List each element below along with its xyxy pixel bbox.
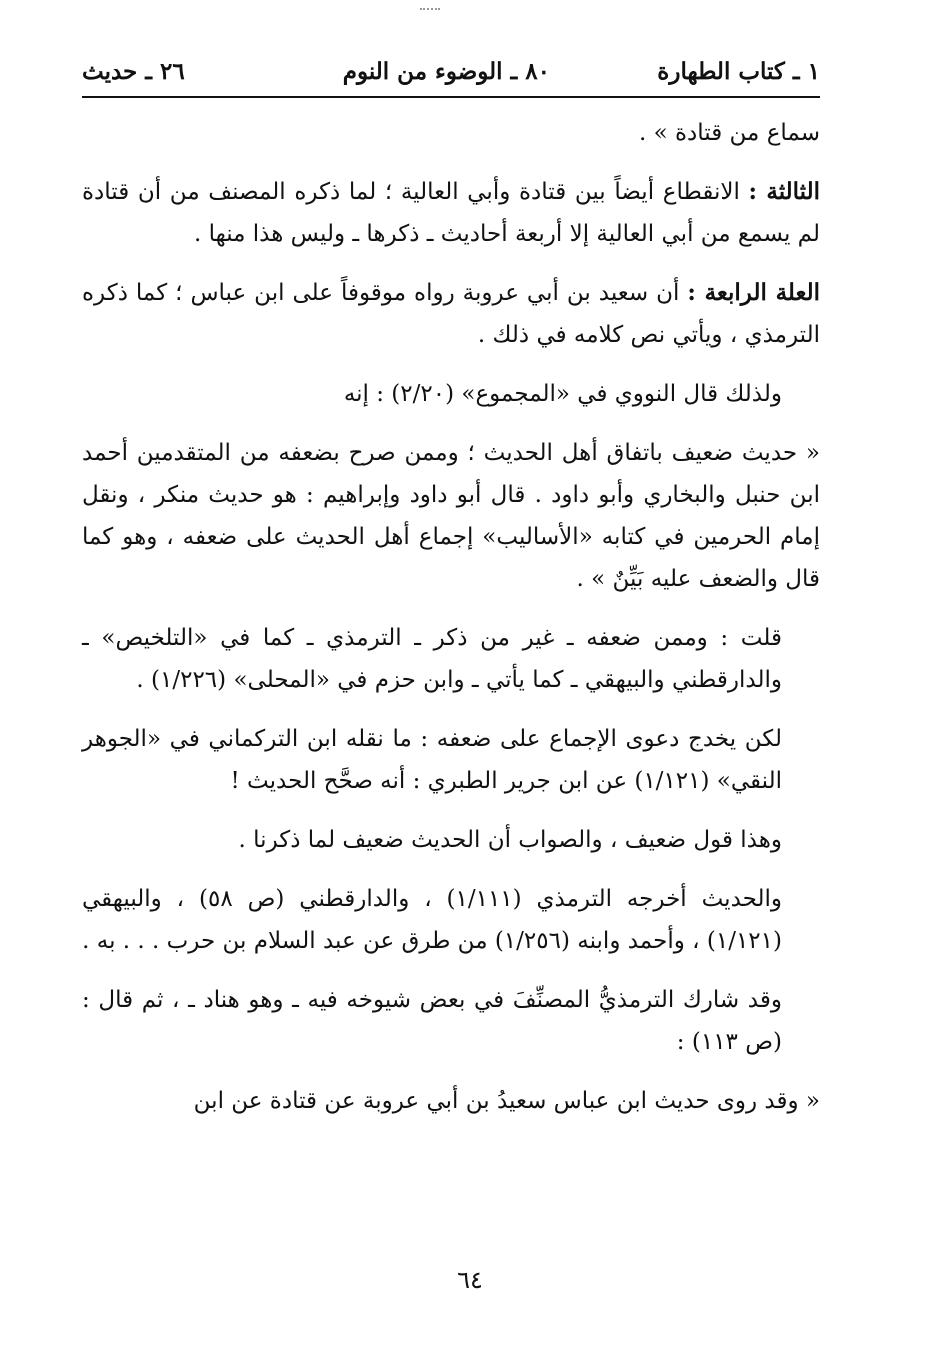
paragraph-3: العلة الرابعة : أن سعيد بن أبي عروبة رواه موقوفاً على ابن عباس ؛ كما ذكره الترمذي ، ويأتي نص كلامه في ذلك . [82, 279, 821, 348]
paragraph-10: وقد شارك الترمذيُّ المصنِّفَ في بعض شيوخه فيه ـ وهو هناد ـ ، ثم قال : (ص ١١٣) : [82, 987, 782, 1055]
paragraph-1: سماع من قتادة » . [639, 120, 820, 146]
paragraph-8: وهذا قول ضعيف ، والصواب أن الحديث ضعيف لما ذكرنا . [238, 827, 782, 853]
header-chapter-title: ٨٠ ـ الوضوء من النوم [342, 58, 550, 85]
page-number: ٦٤ [457, 1266, 483, 1294]
paragraph-label: العلة الرابعة : [687, 279, 821, 306]
paragraph-label: الثالثة : [748, 178, 821, 205]
paragraph-7: لكن يخدج دعوى الإجماع على ضعفه : ما نقله ابن التركماني في «الجوهر النقي» (١/١٢١) عن ابن جرير الطبري : أنه صحَّح الحديث ! [82, 726, 782, 794]
paragraph-11-quote: « وقد روى حديث ابن عباس سعيدُ بن أبي عروبة عن قتادة عن ابن [193, 1088, 820, 1114]
paragraph-2: الثالثة : الانقطاع أيضاً بين قتادة وأبي العالية ؛ لما ذكره المصنف من أن قتادة لم يسمع من أبي العالية إلا أربعة أحاديث ـ ذكرها ـ وليس هذا منها . [82, 178, 821, 247]
header-book-title: ١ ـ كتاب الطهارة [657, 58, 820, 85]
running-header [82, 58, 820, 98]
scan-mark [420, 8, 440, 16]
paragraph-4: ولذلك قال النووي في «المجموع» (٢/٢٠) : إنه [343, 381, 782, 407]
paragraph-6: قلت : وممن ضعفه ـ غير من ذكر ـ الترمذي ـ كما في «التلخيص» ـ والدارقطني والبيهقي ـ كما يأتي ـ وابن حزم في «المحلى» (١/٢٢٦) . [82, 625, 782, 693]
header-hadith-number: ٢٦ ـ حديث [82, 58, 185, 85]
paragraph-5-quote: « حديث ضعيف باتفاق أهل الحديث ؛ وممن صرح بضعفه من المتقدمين أحمد ابن حنبل والبخاري وأبو داود . قال أبو داود وإبراهيم : هو حديث منكر ، ونقل إمام الحرمين في كتابه «الأساليب» إجماع أهل الحديث على ضعفه ، وهو كما قال والضعف عليه بَيِّنٌ » . [82, 440, 820, 592]
body-text [82, 112, 820, 1139]
paragraph-9: والحديث أخرجه الترمذي (١/١١١) ، والدارقطني (ص ٥٨) ، والبيهقي (١/١٢١) ، وأحمد وابنه (١/٢٥٦) من طرق عن عبد السلام بن حرب . . . به . [82, 886, 783, 954]
